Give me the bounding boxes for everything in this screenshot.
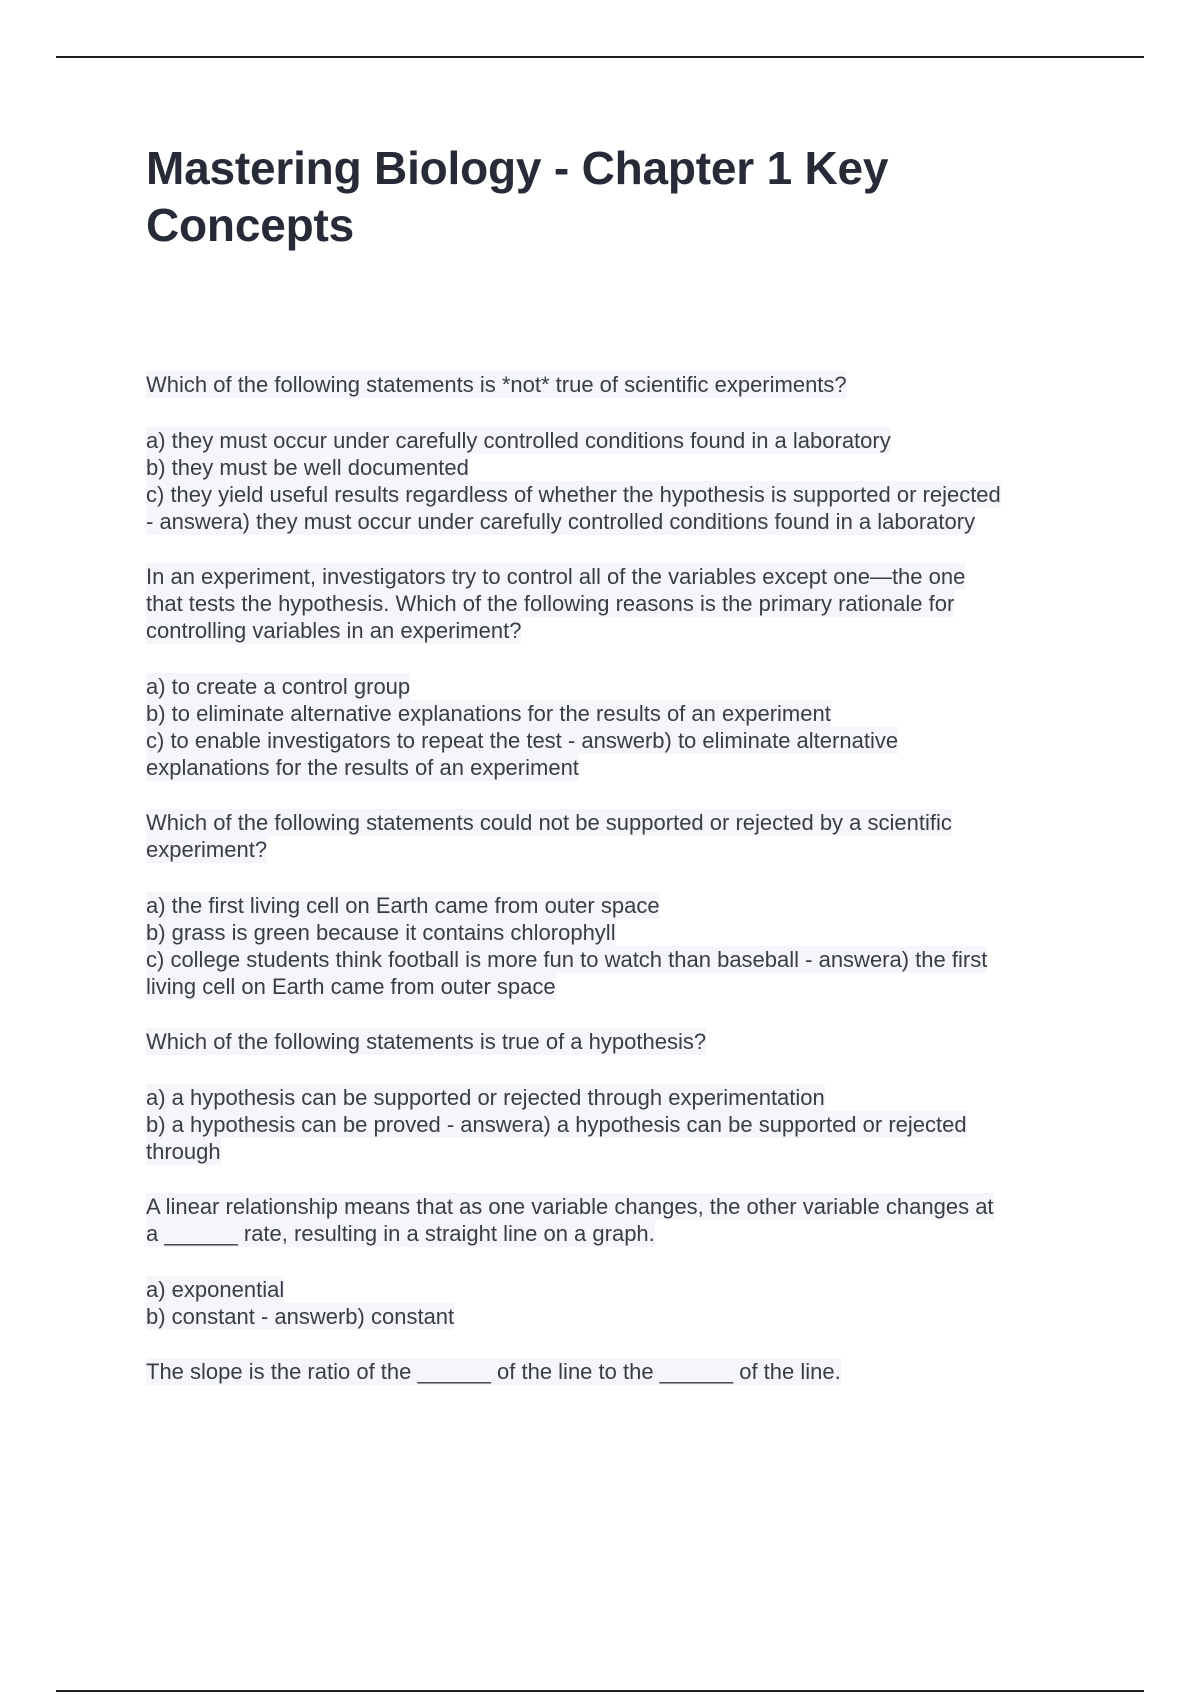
title-line: Concepts (146, 199, 354, 251)
document-body (146, 140, 1086, 1413)
answer-text: explanations for the results of an experiment (146, 755, 579, 780)
qa-item (146, 809, 1086, 1000)
option-text: a) to create a control group (146, 674, 411, 699)
option-text: a) exponential (146, 1277, 285, 1302)
qa-item (146, 1028, 1086, 1165)
option-text: a) a hypothesis can be supported or rejected through experimentation (146, 1085, 825, 1110)
question-text: Which of the following statements is *not* true of scientific experiments? (146, 372, 847, 397)
option-text: c) college students think football is more fun to watch than baseball - answera) the first (146, 947, 988, 972)
question-text: controlling variables in an experiment? (146, 618, 522, 643)
option-text: b) a hypothesis can be proved - answera) a hypothesis can be supported or rejected (146, 1112, 967, 1137)
title-line: Mastering Biology - Chapter 1 Key (146, 142, 889, 194)
option-text: a) they must occur under carefully controlled conditions found in a laboratory (146, 428, 891, 453)
question-text: Which of the following statements is true of a hypothesis? (146, 1029, 707, 1054)
question-text: The slope is the ratio of the ______ of the line to the ______ of the line. (146, 1359, 841, 1384)
question-text: In an experiment, investigators try to control all of the variables except one—the one (146, 564, 966, 589)
qa-item (146, 1358, 1086, 1385)
page-title (146, 140, 1086, 254)
question-text: experiment? (146, 837, 268, 862)
question-text: A linear relationship means that as one variable changes, the other variable changes at (146, 1194, 994, 1219)
qa-list (146, 371, 1086, 1385)
option-text: b) they must be well documented (146, 455, 469, 480)
option-text: b) to eliminate alternative explanations for the results of an experiment (146, 701, 831, 726)
bottom-rule (56, 1690, 1144, 1692)
option-text: c) to enable investigators to repeat the test - answerb) to eliminate alternative (146, 728, 899, 753)
option-text: a) the first living cell on Earth came from outer space (146, 893, 660, 918)
qa-item (146, 563, 1086, 781)
qa-item (146, 371, 1086, 535)
question-text: Which of the following statements could not be supported or rejected by a scientific (146, 810, 952, 835)
top-rule (56, 56, 1144, 58)
option-text: b) grass is green because it contains chlorophyll (146, 920, 616, 945)
qa-item (146, 1193, 1086, 1330)
option-text: b) constant - answerb) constant (146, 1304, 455, 1329)
question-text: a ______ rate, resulting in a straight line on a graph. (146, 1221, 655, 1246)
answer-text: through (146, 1139, 221, 1164)
answer-text: living cell on Earth came from outer space (146, 974, 556, 999)
option-text: c) they yield useful results regardless of whether the hypothesis is supported or rejected (146, 482, 1001, 507)
question-text: that tests the hypothesis. Which of the following reasons is the primary rationale for (146, 591, 955, 616)
answer-text: - answera) they must occur under carefully controlled conditions found in a laboratory (146, 509, 976, 534)
